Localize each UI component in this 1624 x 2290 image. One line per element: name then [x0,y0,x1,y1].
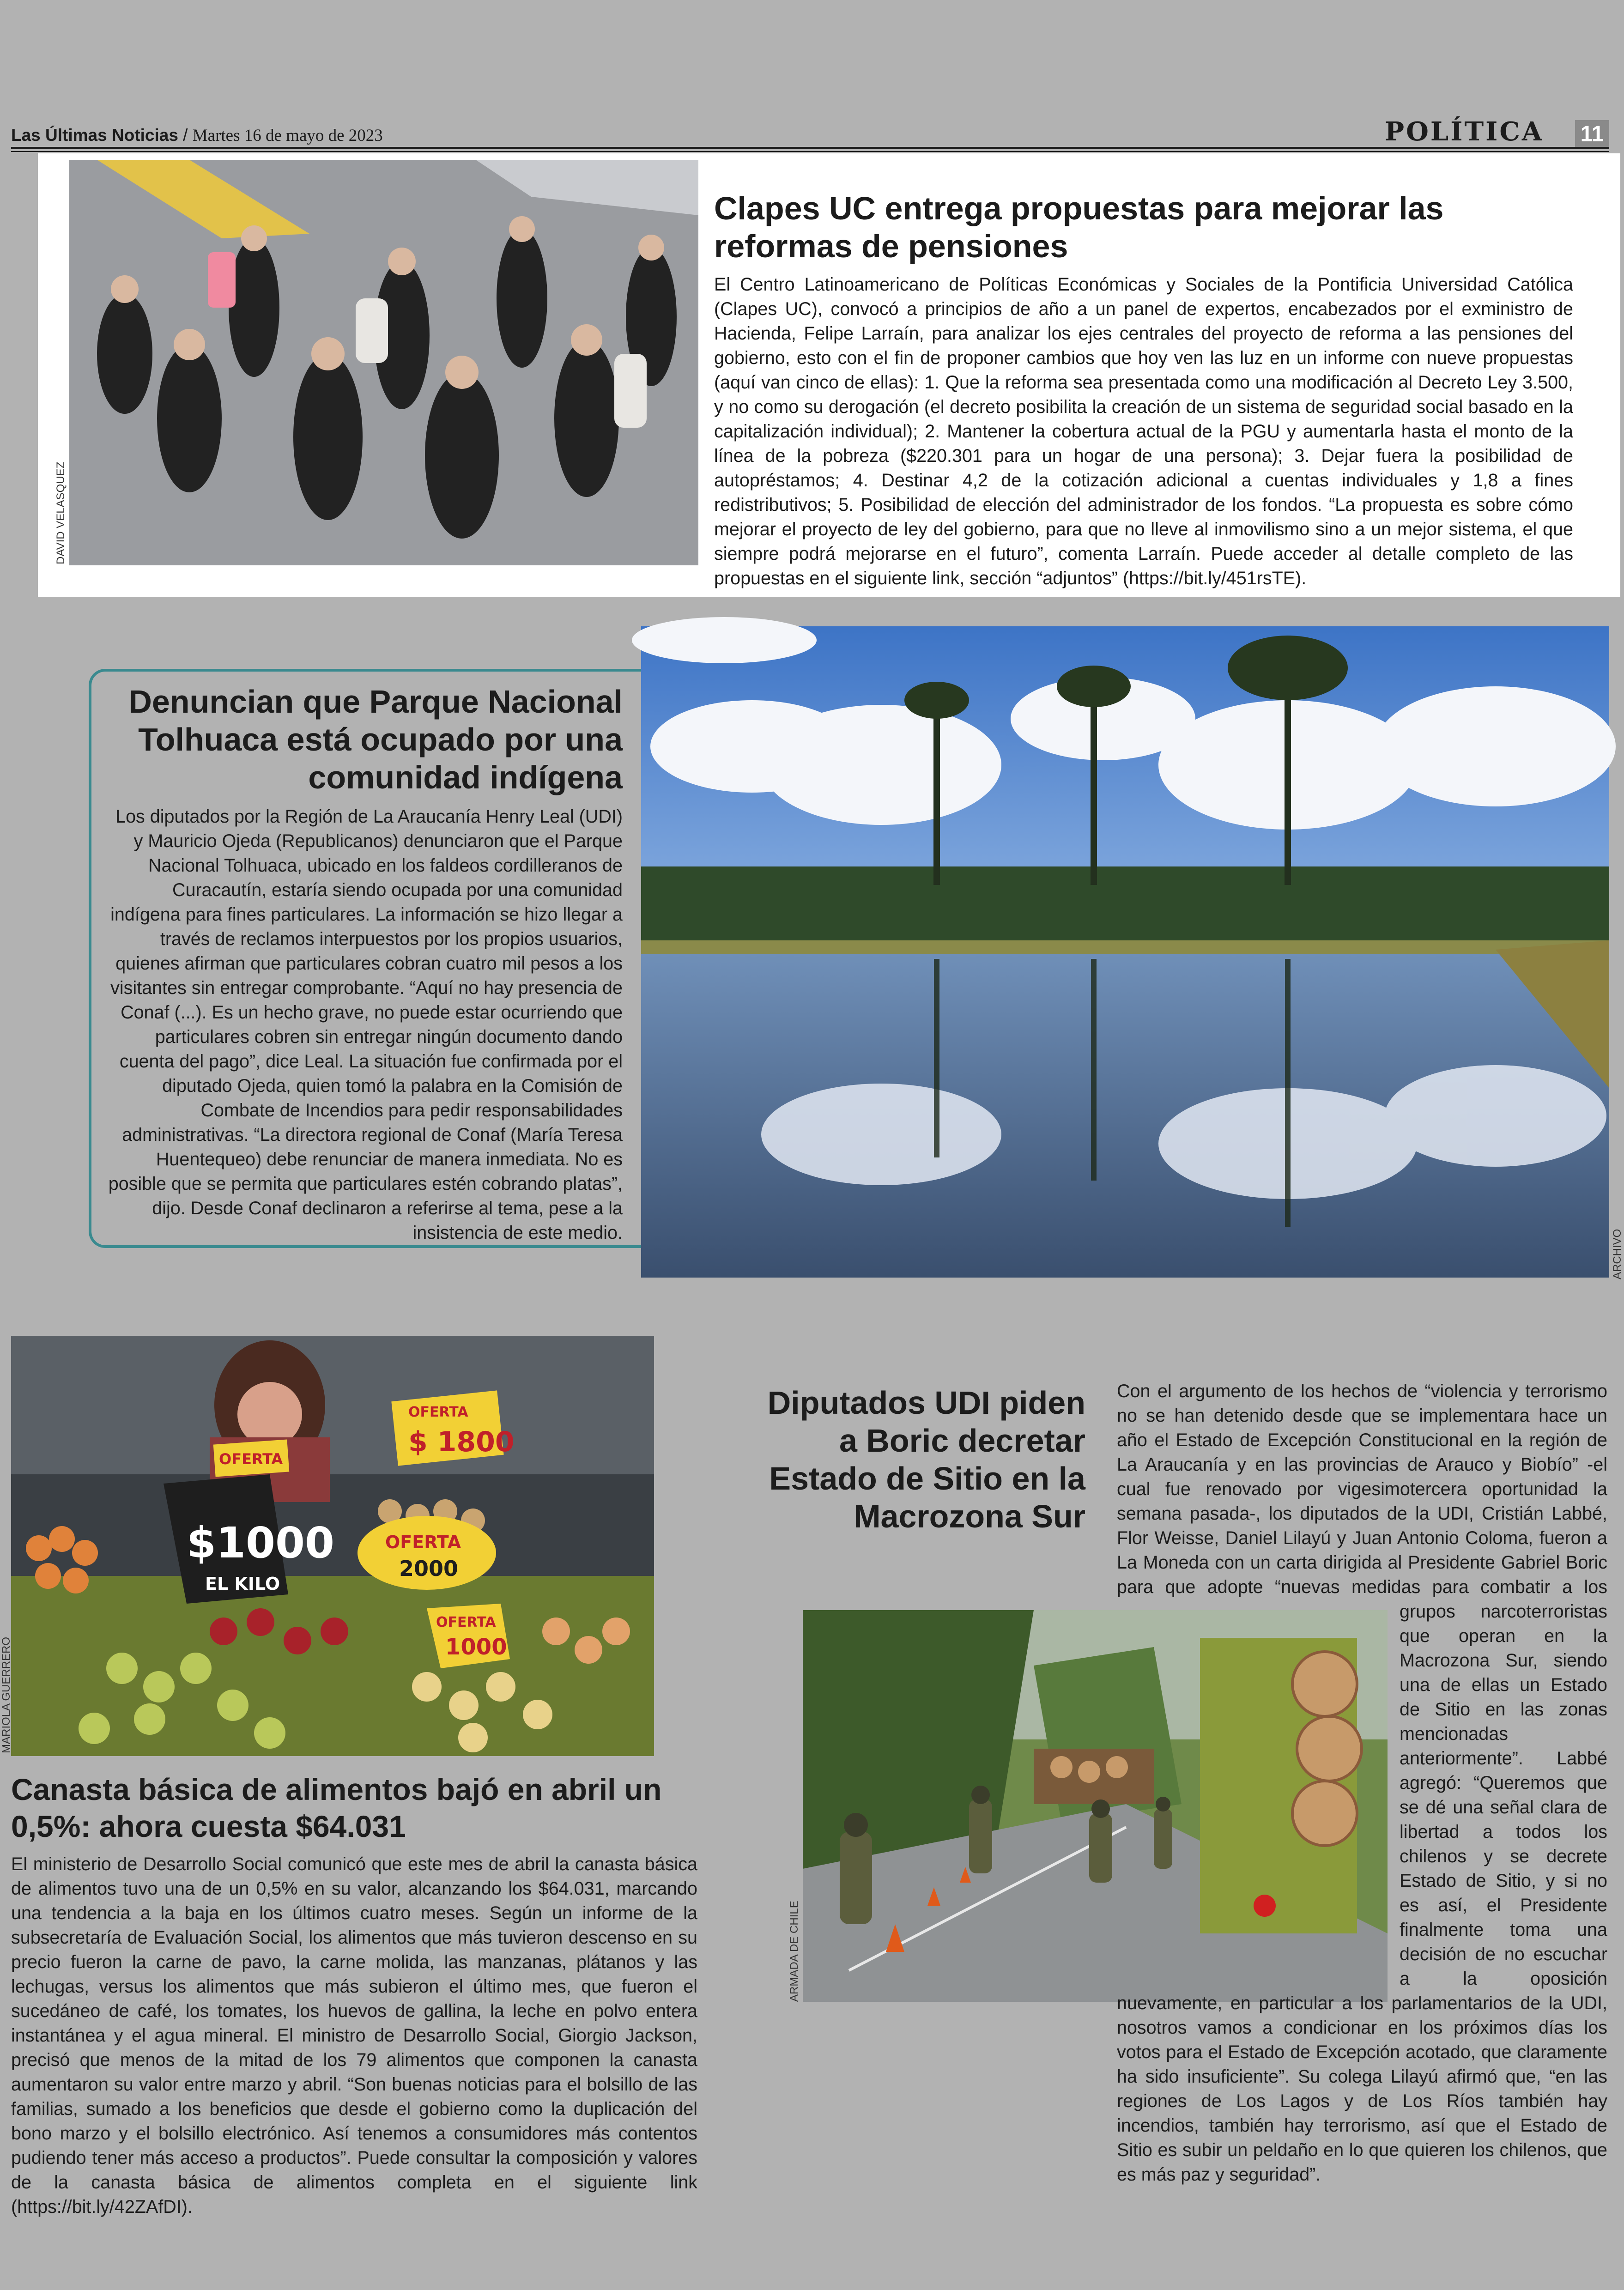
article-body-text: Con el argumento de los hechos de “violencia y terrorismo no se han detenido desde que se implementara hace un año el Estado de Excepción Constitucional en la región de La Araucanía y en las provincias de Arauco y Biobío” -el cual fue renovado por vigesimotercera oportunidad la semana pasada-, los diputados de la UDI, Cristián Labbé, Flor Weisse, Daniel Lilayú y Juan Antonio Coloma, fueron a La Moneda con un carta dirigida al Presidente Gabriel Boric para que adopte “nuevas medidas para combatir a los grupos narcoterroristas que operan en la Macrozona Sur, siendo una de ellas un Estado de Sitio en las zonas mencionadas anteriormente”. Labbé agregó: “Queremos que se dé una señal clara de libertad a todos los chilenos y se decrete Estado de Sitio, y si no es así, el Presidente finalmente toma una decisión de no escuchar a la oposición nuevamente, en particular a los parlamentarios de la UDI, nosotros vamos a condicionar en los próximos días los votos para el Estado de Excepción acotado, que claramente ha sido insuficiente”. Su colega Lilayú afirmó que, “en las regiones de Los Lagos y de Los Ríos también hay incendios, también hay terrorismo, así que el Estado de Sitio es subir un peldaño en lo que quieren los chilenos, que es más paz y seguridad”. [1117,1381,1607,2185]
sign-text: OFERTA [385,1532,461,1552]
article-body-estado-de-sitio [1117,1379,1607,2187]
sign-text: OFERTA [219,1450,283,1468]
headline-pensiones: Clapes UC entrega propuestas para mejorar las reformas de pensiones [714,190,1444,264]
newspaper-name: Las Últimas Noticias [11,126,178,145]
pedestrians-photo [69,160,698,565]
produce-market-photo [11,1336,654,1756]
sign-text: 2000 [399,1556,459,1581]
sign-text: OFERTA [436,1614,496,1630]
section-title: POLÍTICA [1385,116,1544,147]
lake-forest-photo [641,626,1609,1278]
sign-text: 1000 [445,1634,507,1660]
headline-tolhuaca: Denuncian que Parque Nacional Tolhuaca está ocupado por una comunidad indígena [128,684,623,795]
masthead-paper-date [11,126,383,145]
masthead-separator: / [178,126,193,145]
photo-credit: MARIOLA GUERRERO [0,1636,12,1753]
article-body-pensiones: El Centro Latinoamericano de Políticas Económicas y Sociales de la Pontificia Universidad Católica (Clapes UC), convocó a principios de año a un panel de expertos, encabezados por el exministro de Hacienda, Felipe Larraín, para analizar los ejes centrales del proyecto de reforma a las pensiones del gobierno, esto con el fin de proponer cambios que hoy ven las luz en un informe con nueve propuestas (aquí van cinco de ellas): 1. Que la reforma sea presentada como una modificación al Decreto Ley 3.500, y no como su derogación (el decreto posibilita la creación de un sistema de seguridad social basado en la capitalización individual); 2. Mantener la cobertura actual de la PGU y aumentarla hasta el monto de la línea de la pobreza ($220.301 para un hogar de una persona); 3. Dejar fuera la posibilidad de autopréstamos; 4. Destinar 4,2 de la cotización adicional a cuentas individuales y 1,8 a fines redistributivos; 5. Posibilidad de elección del administrador de los fondos. “La propuesta es sobre cómo mejorar el proyecto de ley del gobierno, para que no lleve al inmovilismo sino a un mejor sistema, el que siempre podrá mejorarse en el futuro”, comenta Larraín. Puede acceder al detalle completo de las propuestas en el siguiente link, sección “adjuntos” (https://bit.ly/451rsTE). [714,274,1573,588]
sign-text: $1000 [187,1518,335,1568]
article-body-tolhuaca: Los diputados por la Región de La Araucanía Henry Leal (UDI) y Mauricio Ojeda (Republicanos) denunciaron que el Parque Nacional Tolhuaca, ubicado en los faldeos cordilleranos de Curacautín, estaría siendo ocupada por una comunidad indígena para fines particulares. La información se hizo llegar a través de reclamos interpuestos por los propios usuarios, quienes afirman que particulares cobran cuatro mil pesos a los visitantes sin entregar comprobante. “Aquí no hay presencia de Conaf (...). Es un hecho grave, no puede estar ocurriendo que particulares cobren sin entregar ningún documento dando cuenta del pago”, dice Leal. La situación fue confirmada por el diputado Ojeda, quien tomó la palabra en la Comisión de Combate de Incendios para pedir responsabilidades administrativas. “La directora regional de Conaf (María Teresa Huentequeo) debe renunciar de manera inmediata. No es posible que se permita que particulares estén cobrando platas”, dijo. Desde Conaf declinaron a referirse al tema, pese a la insistencia de este medio. [108,806,623,1243]
article-body-canasta: El ministerio de Desarrollo Social comunicó que este mes de abril la canasta básica de alimentos tuvo una de un 0,5% en su valor, alcanzando los $64.031, marcando una tendencia a la baja en los últimos cuatro meses. Según un informe de la subsecretaría de Evaluación Social, los alimentos que más tuvieron descenso en su precio fueron la carne de pavo, la carne molida, las manzanas, plátanos y las lechugas, versus los alimentos que más subieron el último mes, que fueron el sucedáneo de café, los tomates, los huevos de gallina, la leche en polvo entera instantánea y el agua mineral. El ministro de Desarrollo Social, Giorgio Jackson, precisó que menos de la mitad de los 79 alimentos que componen la canasta aumentaron su valor entre marzo y abril. “Son buenas noticias para el bolsillo de las familias, sumado a los beneficios que desde el gobierno como la duplicación del bono marzo y el bolsillo electrónico. Así tenemos a consumidores más contentos pudiendo tener más acceso a productos”. Puede consultar la composición y valores de la canasta básica de alimentos completa en el siguiente link (https://bit.ly/42ZAfDI). [11,1854,697,2217]
masthead-rule-thin [11,151,1609,152]
sign-text: EL KILO [205,1574,280,1594]
photo-credit: DAVID VELASQUEZ [55,461,67,564]
headline-canasta: Canasta básica de alimentos bajó en abril un 0,5%: ahora cuesta $64.031 [11,1772,662,1843]
headline-estado-de-sitio: Diputados UDI piden a Boric decretar Estado de Sitio en la Macrozona Sur [767,1385,1085,1534]
sign-text: $ 1800 [408,1426,515,1458]
photo-credit: ARCHIVO [1611,1229,1624,1279]
page-number: 11 [1575,120,1609,149]
issue-date: Martes 16 de mayo de 2023 [192,126,383,145]
masthead-rule [11,147,1609,149]
sign-text: OFERTA [408,1404,468,1420]
photo-credit: ARMADA DE CHILE [788,1901,800,2002]
